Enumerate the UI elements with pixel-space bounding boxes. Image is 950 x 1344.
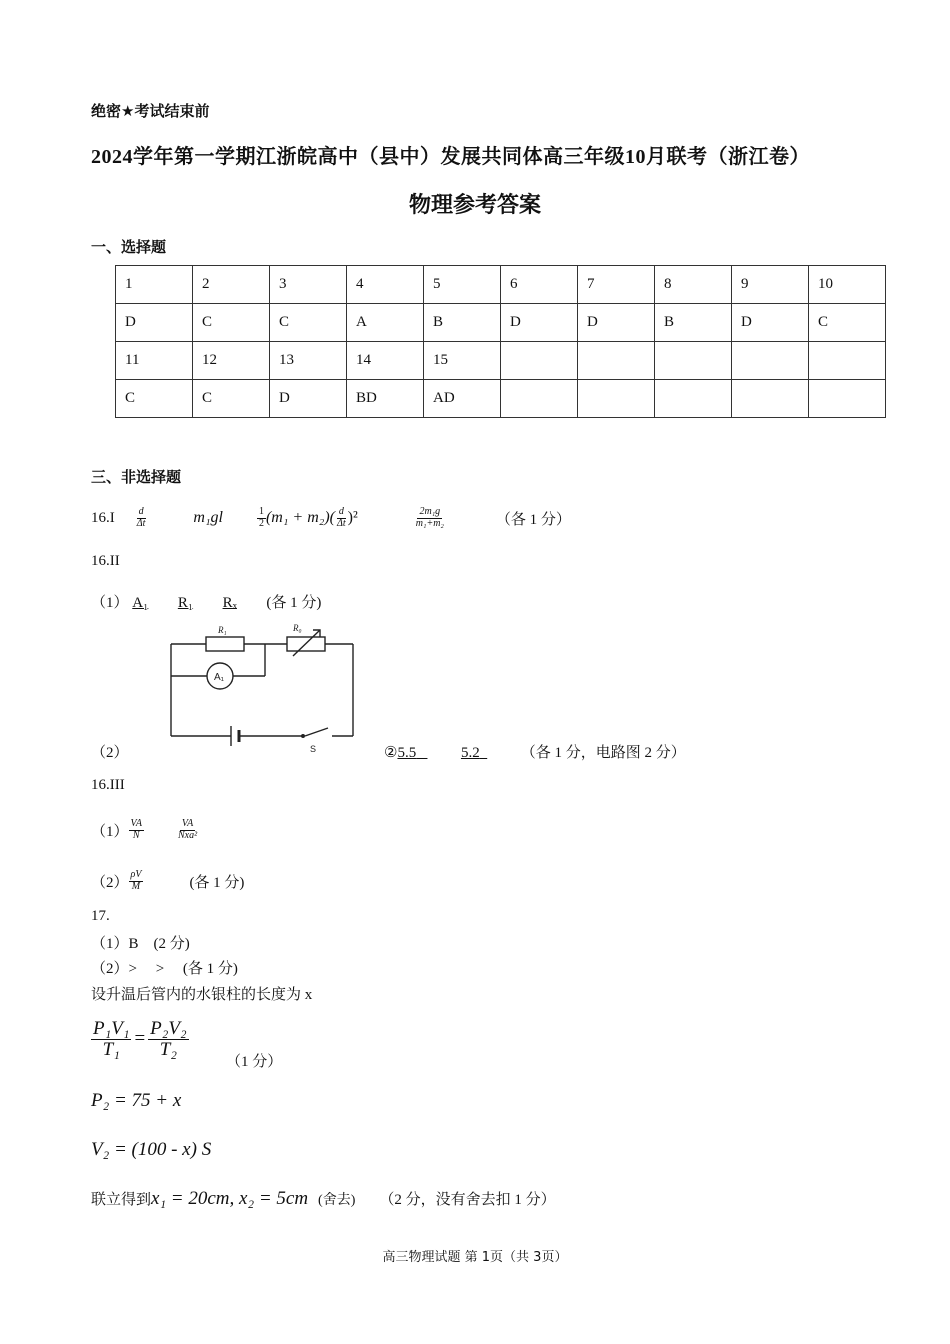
table-cell: D	[732, 304, 809, 342]
frac-denominator: T₂	[159, 1038, 177, 1060]
q17-equation-3: V₂ = (100 - x) S	[91, 1139, 212, 1160]
part-prefix: （2）	[91, 874, 129, 891]
frac-numerator: 2m₁g	[419, 506, 441, 517]
frac-numerator: 1	[258, 506, 264, 517]
frac-denominator: Δt	[336, 517, 346, 529]
part-prefix: （1）	[91, 823, 129, 840]
table-cell: AD	[424, 380, 501, 418]
rhs-fraction	[148, 1019, 188, 1060]
switch-contact	[301, 734, 305, 738]
frac-denominator: N	[132, 829, 140, 841]
q17-setup: 设升温后管内的水银柱的长度为 x	[91, 987, 313, 1003]
q16-1-row	[91, 500, 571, 536]
table-row	[116, 342, 886, 380]
r0-label: R₀	[293, 623, 302, 633]
answer-value-b: 5.2	[460, 745, 480, 761]
table-cell: 15	[424, 342, 501, 380]
q16-1-label: 16.I	[91, 509, 115, 526]
section-heading-nonchoice: 三、非选择题	[91, 468, 182, 486]
q16-1-answer-a	[135, 507, 148, 529]
page-title: 物理参考答案	[408, 193, 541, 218]
table-cell	[655, 342, 732, 380]
table-cell: 6	[501, 266, 578, 304]
table-cell	[578, 380, 655, 418]
q16-1-answer-b: m₁gl	[193, 509, 223, 526]
table-cell	[655, 380, 732, 418]
frac-numerator: P₁V₁	[93, 1017, 130, 1039]
q16-2-label: 16.II	[91, 553, 120, 569]
q16-1-score: （各 1 分）	[495, 511, 571, 528]
table-cell: C	[270, 304, 347, 342]
table-cell	[809, 380, 886, 418]
answer-resistor-x: Rₓ	[222, 595, 237, 611]
frac-numerator: VA	[130, 818, 142, 829]
frac-denominator: m₁+m₂	[415, 517, 444, 529]
table-cell: C	[809, 304, 886, 342]
exam-title: 2024学年第一学期江浙皖高中（县中）发展共同体高三年级10月联考（浙江卷）	[91, 146, 810, 168]
q16-1-answer-c	[257, 507, 358, 529]
frac-denominator: 2	[258, 517, 264, 529]
table-row	[116, 266, 886, 304]
table-cell	[732, 342, 809, 380]
result-equation: x₁ = 20cm, x₂ = 5cm	[151, 1188, 309, 1209]
table-cell: 4	[347, 266, 424, 304]
section-heading-choice: 一、选择题	[91, 238, 167, 256]
table-cell: B	[424, 304, 501, 342]
part-score: （各 1 分，电路图 2 分）	[520, 745, 686, 761]
part-score: (各 1 分)	[266, 595, 322, 611]
answer-ammeter: A₁	[132, 595, 149, 611]
answer-prefix: ②	[384, 745, 398, 761]
q16-2-part2	[384, 741, 686, 762]
frac-denominator: Δt	[136, 517, 146, 529]
answer-fraction-a	[129, 819, 144, 841]
frac-numerator: VA	[181, 818, 194, 829]
table-cell: 9	[732, 266, 809, 304]
table-row	[116, 304, 886, 342]
frac-denominator: T₁	[102, 1038, 120, 1060]
frac-numerator: P₂V₂	[150, 1017, 187, 1039]
result-note: (舍去)	[318, 1193, 356, 1208]
frac-denominator: Nxa²	[178, 829, 198, 841]
q17-label: 17.	[91, 908, 110, 924]
table-cell: D	[501, 304, 578, 342]
q17-result	[91, 1188, 556, 1210]
table-cell: D	[270, 380, 347, 418]
equals-sign: =	[134, 1028, 146, 1049]
circuit-diagram	[160, 618, 370, 753]
q16-3-part2	[91, 863, 244, 899]
answer-resistor-1: R₁	[177, 595, 194, 611]
switch-label: S	[310, 744, 317, 753]
inner-fraction	[335, 507, 348, 529]
q17-eq1-score: （1 分）	[226, 1054, 283, 1070]
table-cell: C	[193, 380, 270, 418]
table-cell: C	[116, 380, 193, 418]
table-cell: 12	[193, 342, 270, 380]
page-footer: 高三物理试题 第 1页（共 3页）	[382, 1250, 568, 1265]
answer-value-a: 5.5	[397, 745, 417, 761]
result-prefix: 联立得到	[91, 1192, 152, 1208]
q16-2-part2-prefix: （2）	[91, 745, 129, 761]
part-prefix: （1）	[91, 595, 129, 611]
table-cell: 10	[809, 266, 886, 304]
ammeter-label: A₁	[214, 672, 225, 683]
table-cell: 14	[347, 342, 424, 380]
table-cell: 3	[270, 266, 347, 304]
result-score: （2 分，没有舍去扣 1 分）	[379, 1192, 556, 1208]
q16-3-label: 16.III	[91, 777, 125, 793]
frac-numerator: d	[338, 506, 344, 517]
table-cell	[501, 380, 578, 418]
frac-denominator: M	[131, 880, 141, 892]
q17-part2: （2）> > (各 1 分)	[91, 961, 238, 977]
q16-3-part1	[91, 812, 199, 848]
table-cell: BD	[347, 380, 424, 418]
coef-fraction	[257, 507, 266, 529]
answer-fraction-b	[176, 819, 199, 841]
r1-label: R₁	[218, 625, 227, 635]
secret-label: 绝密★考试结束前	[91, 102, 210, 120]
q16-2-part1	[91, 591, 321, 612]
table-cell: 7	[578, 266, 655, 304]
answer-table	[115, 265, 886, 418]
table-cell: 5	[424, 266, 501, 304]
table-cell: 11	[116, 342, 193, 380]
table-row	[116, 380, 886, 418]
q17-equation-2: P₂ = 75 + x	[91, 1090, 182, 1111]
expr-end: )²	[347, 509, 358, 526]
table-cell	[732, 380, 809, 418]
table-cell: 1	[116, 266, 193, 304]
frac-numerator: d	[138, 506, 144, 517]
table-cell: A	[347, 304, 424, 342]
table-cell: 8	[655, 266, 732, 304]
lhs-fraction	[91, 1019, 131, 1060]
table-cell	[578, 342, 655, 380]
expr-middle: (m₁ + m₂)(	[265, 509, 335, 526]
table-cell: 13	[270, 342, 347, 380]
q17-part1: （1）B (2 分)	[91, 936, 190, 952]
table-cell: C	[193, 304, 270, 342]
q17-equation-1	[91, 1012, 189, 1066]
answer-fraction-c	[129, 870, 144, 892]
table-cell	[501, 342, 578, 380]
q16-1-answer-d	[414, 507, 446, 529]
table-cell: 2	[193, 266, 270, 304]
frac-numerator: ρV	[130, 869, 142, 880]
table-cell	[809, 342, 886, 380]
table-cell: D	[116, 304, 193, 342]
table-cell: B	[655, 304, 732, 342]
part-score: (各 1 分)	[189, 874, 245, 891]
table-cell: D	[578, 304, 655, 342]
